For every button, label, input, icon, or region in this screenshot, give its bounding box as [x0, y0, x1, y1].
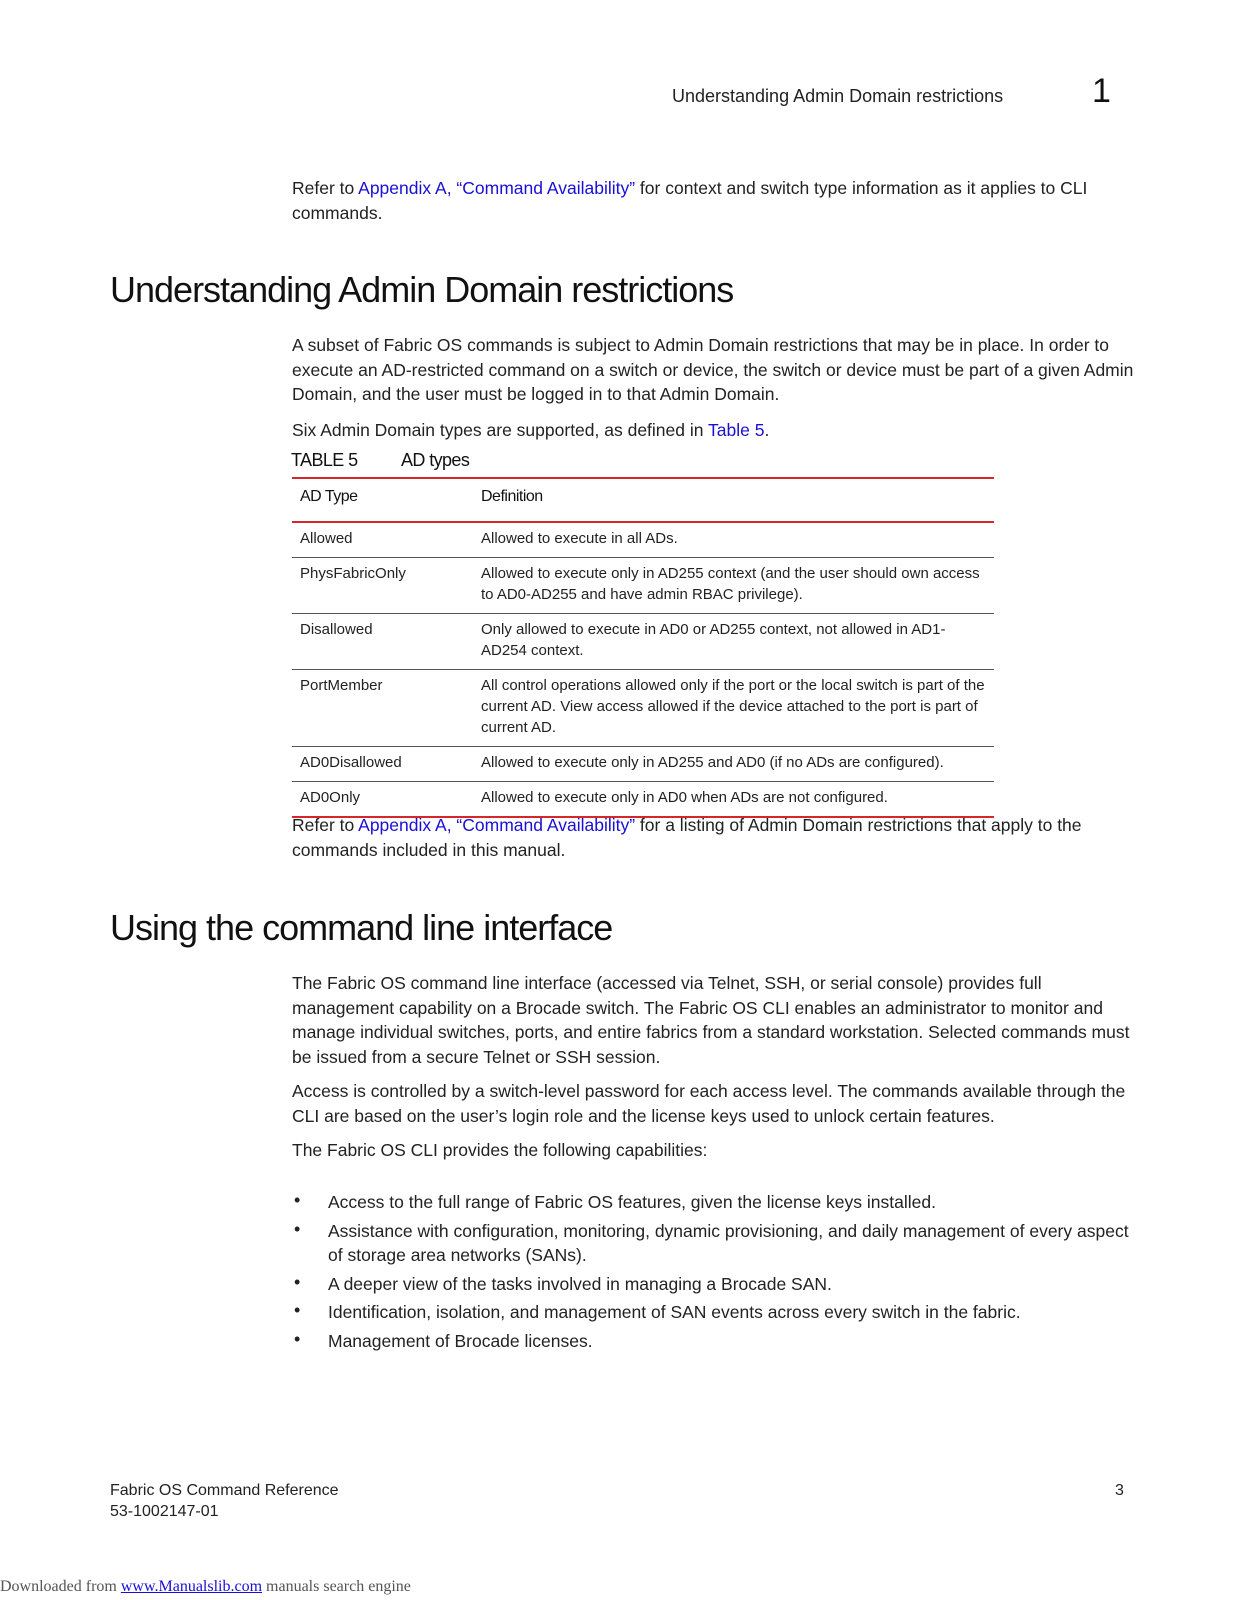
table-row: [292, 747, 994, 782]
ad-type-cell: Allowed: [292, 522, 473, 558]
definition-cell: Allowed to execute only in AD255 and AD0 (if no ADs are configured).: [473, 747, 994, 782]
list-item-text: Management of Brocade licenses.: [328, 1330, 593, 1351]
after-prefix: Refer to: [292, 815, 359, 835]
column-header-ad-type: AD Type: [292, 478, 473, 522]
ad-types-intro: [292, 418, 1134, 443]
capabilities-list: [292, 1190, 1132, 1357]
ad-type-cell: PhysFabricOnly: [292, 558, 473, 614]
download-banner: [0, 1578, 411, 1596]
definition-cell: Allowed to execute only in AD255 context (and the user should own access to AD0-AD255 and have admin RBAC privilege).: [473, 558, 994, 614]
bullet-icon: •: [294, 1218, 301, 1239]
appendix-a-link[interactable]: Appendix A, “Command Availability”: [358, 178, 636, 198]
table-row: [292, 558, 994, 614]
table-title: AD types: [401, 450, 470, 470]
chapter-number: 1: [1092, 72, 1111, 110]
bullet-icon: •: [294, 1328, 301, 1349]
ad-type-cell: Disallowed: [292, 614, 473, 670]
definition-cell: Allowed to execute in all ADs.: [473, 522, 994, 558]
download-suffix: manuals search engine: [262, 1578, 411, 1595]
after-suffix: for a listing of Admin Domain restrictions that apply to the commands included in this manual.: [292, 815, 1082, 860]
bullet-icon: •: [294, 1190, 301, 1210]
list-item-text: Identification, isolation, and management of SAN events across every switch in the fabric.: [328, 1302, 1021, 1322]
admin-domain-paragraph: A subset of Fabric OS commands is subject to Admin Domain restrictions that may be in place. In order to execute an AD-restricted command on a switch or device, the switch or device must be part of a given Admin Domain, and the user must be logged in to that Admin Domain.: [292, 335, 1134, 404]
list-item: [292, 1329, 1132, 1354]
definition-cell: Allowed to execute only in AD0 when ADs are not configured.: [473, 782, 994, 818]
list-item: [292, 1219, 1132, 1268]
ad-type-cell: AD0Only: [292, 782, 473, 818]
list-item: [292, 1300, 1132, 1325]
ad-types-intro-suffix: .: [764, 420, 770, 440]
list-item-text: A deeper view of the tasks involved in managing a Brocade SAN.: [328, 1273, 832, 1294]
manualslib-link[interactable]: www.Manualslib.com: [120, 1578, 263, 1595]
appendix-reference-paragraph: [292, 813, 1137, 862]
cli-paragraph-2: Access is controlled by a switch-level password for each access level. The commands available through the CLI are based on the user’s login role and the license keys used to unlock certain features.: [292, 1081, 1126, 1126]
list-item-text: Assistance with configuration, monitoring, dynamic provisioning, and daily management of every aspect of storage area networks (SANs).: [328, 1220, 1129, 1265]
list-item-text: Access to the full range of Fabric OS features, given the license keys installed.: [328, 1192, 936, 1212]
definition-cell: All control operations allowed only if the port or the local switch is part of the current AD. View access allowed if the device attached to the port is part of current AD.: [473, 670, 994, 747]
ad-type-cell: PortMember: [292, 670, 473, 747]
footer-doc-title: Fabric OS Command Reference: [110, 1482, 339, 1499]
cli-paragraph-1: The Fabric OS command line interface (accessed via Telnet, SSH, or serial console) provides full management capability on a Brocade switch. The Fabric OS CLI enables an administrator to monitor and manage individual switches, ports, and entire fabrics from a standard workstation. Selected commands must be issued from a secure Telnet or SSH session.: [292, 973, 1130, 1067]
list-item: [292, 1272, 1132, 1297]
bullet-icon: •: [294, 1271, 301, 1292]
table-row: [292, 670, 994, 747]
table-label: TABLE 5: [291, 450, 358, 470]
footer-page-number: 3: [1115, 1482, 1124, 1499]
footer-doc-number: 53-1002147-01: [110, 1503, 219, 1520]
intro-suffix: for context and switch type information as it applies to CLI commands.: [292, 178, 1088, 223]
ad-types-table: [292, 477, 994, 818]
table-5-link[interactable]: Table 5: [708, 420, 765, 440]
bullet-icon: •: [294, 1300, 301, 1320]
ad-types-intro-prefix: Six Admin Domain types are supported, as defined in: [292, 420, 709, 440]
table-row: [292, 782, 994, 818]
definition-cell: Only allowed to execute in AD0 or AD255 context, not allowed in AD1-AD254 context.: [473, 614, 994, 670]
table-caption: [291, 450, 470, 471]
running-header-title: Understanding Admin Domain restrictions: [672, 86, 1004, 106]
table-row: [292, 522, 994, 558]
intro-prefix: Refer to: [292, 178, 359, 198]
appendix-a-link-2[interactable]: Appendix A, “Command Availability”: [358, 815, 636, 835]
table-row: [292, 614, 994, 670]
cli-paragraph-3: The Fabric OS CLI provides the following capabilities:: [292, 1140, 708, 1160]
section-heading-cli: Using the command line interface: [110, 907, 613, 948]
table-header-row: [292, 478, 994, 522]
section-heading-admin-domain: Understanding Admin Domain restrictions: [110, 269, 734, 310]
list-item: [292, 1190, 1132, 1215]
download-prefix: Downloaded from: [0, 1578, 121, 1595]
column-header-definition: Definition: [473, 478, 994, 522]
ad-type-cell: AD0Disallowed: [292, 747, 473, 782]
intro-paragraph: [292, 176, 1137, 225]
